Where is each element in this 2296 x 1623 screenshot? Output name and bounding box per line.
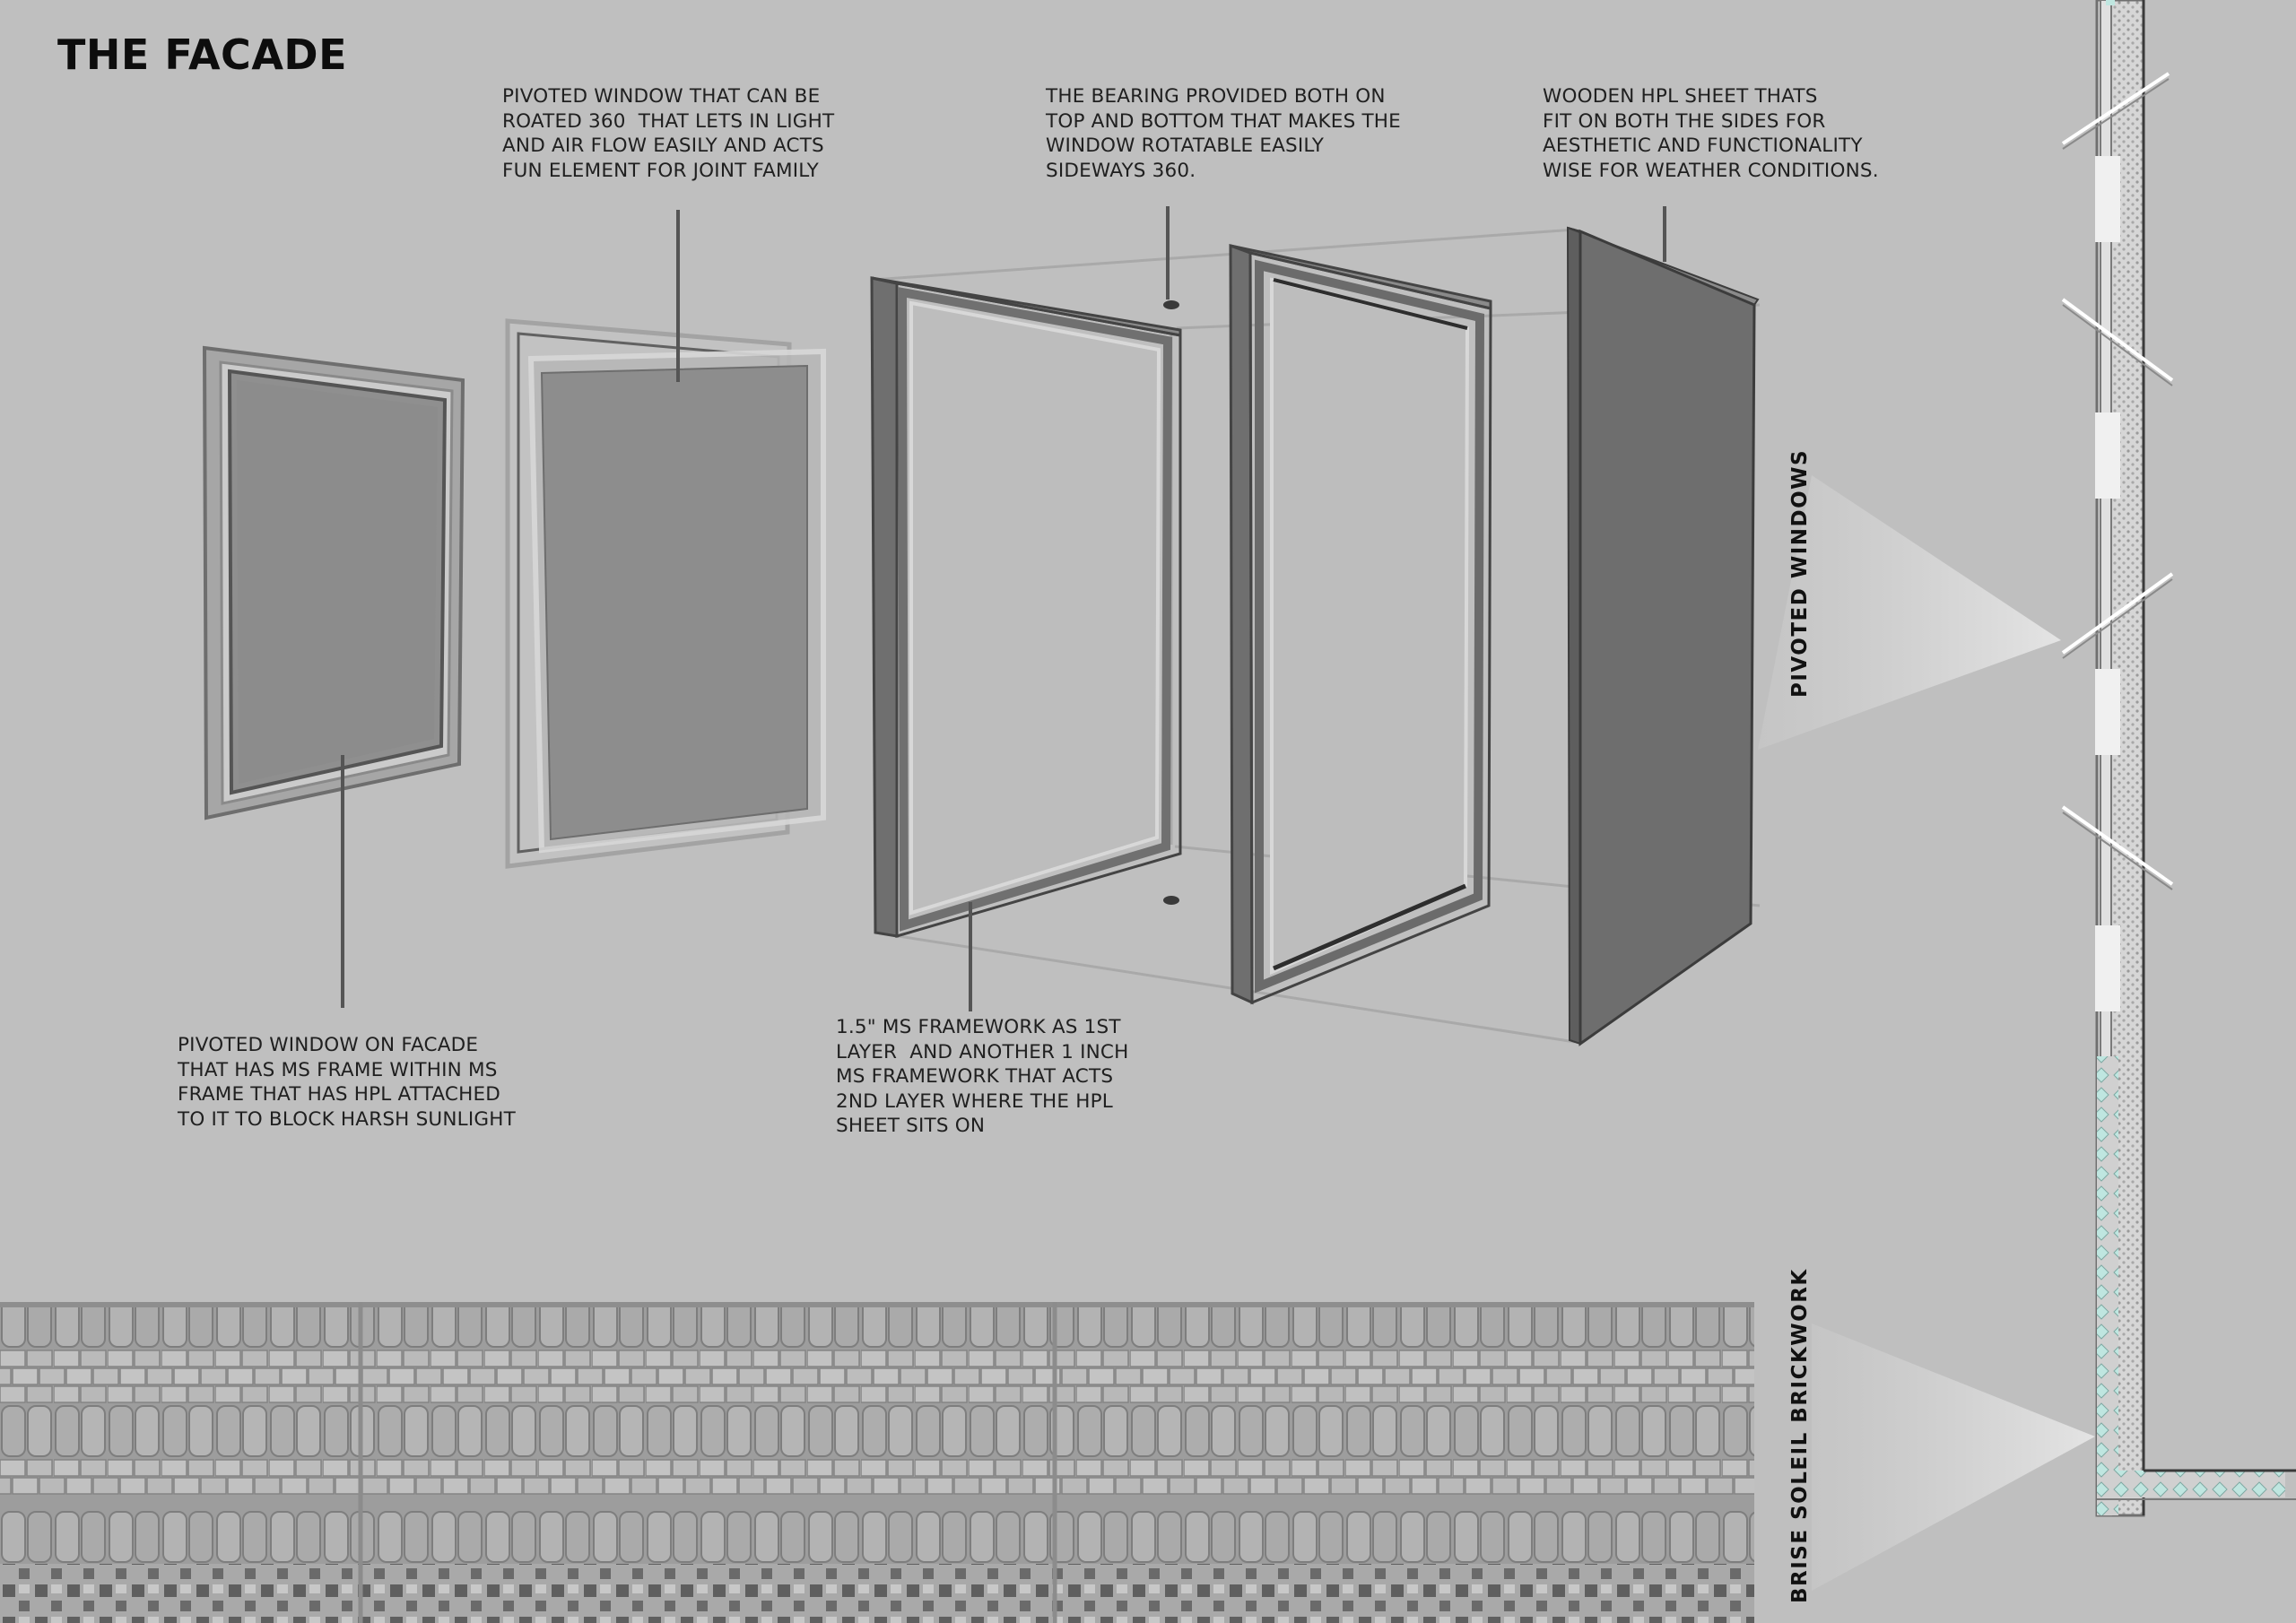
pivoted-window-rotating — [508, 321, 823, 866]
page-title: THE FACADE — [57, 30, 348, 79]
pivoted-windows-label: PIVOTED WINDOWS — [1788, 448, 1812, 698]
ms-framework-inner — [1231, 246, 1491, 1002]
facade-window-closed — [204, 348, 463, 818]
hpl-sheet-note: WOODEN HPL SHEET THATS FIT ON BOTH THE SIDES FOR AESTHETIC AND FUNCTIONALITY WISE FOR WEATHER CONDITIONS. — [1543, 85, 1879, 182]
bottom-bearing — [1163, 896, 1179, 905]
brise-soleil-label: BRISE SOLEIL BRICKWORK — [1788, 1268, 1812, 1603]
brise-soleil-beam — [1812, 1324, 2095, 1591]
bearing-note: THE BEARING PROVIDED BOTH ON TOP AND BOTTOM THAT MAKES THE WINDOW ROTATABLE EASILY SIDEWAYS 360. — [1046, 85, 1401, 182]
top-bearing — [1163, 300, 1179, 309]
hpl-sheet — [1568, 228, 1758, 1044]
ms-framework-note: 1.5" MS FRAMEWORK AS 1ST LAYER AND ANOTHER 1 INCH MS FRAMEWORK THAT ACTS 2ND LAYER WHERE THE HPL SHEET SITS ON — [836, 1016, 1129, 1137]
pivoted-window-note: PIVOTED WINDOW THAT CAN BE ROATED 360 THAT LETS IN LIGHT AND AIR FLOW EASILY AND ACTS FUN ELEMENT FOR JOINT FAMILY — [502, 85, 835, 182]
facade-window-note: PIVOTED WINDOW ON FACADE THAT HAS MS FRAME WITHIN MS FRAME THAT HAS HPL ATTACHED TO IT TO BLOCK HARSH SUNLIGHT — [178, 1034, 516, 1131]
brise-soleil-brickwork — [0, 1302, 1754, 1623]
wall-section — [2063, 0, 2296, 1515]
ms-framework-outer — [872, 278, 1180, 936]
